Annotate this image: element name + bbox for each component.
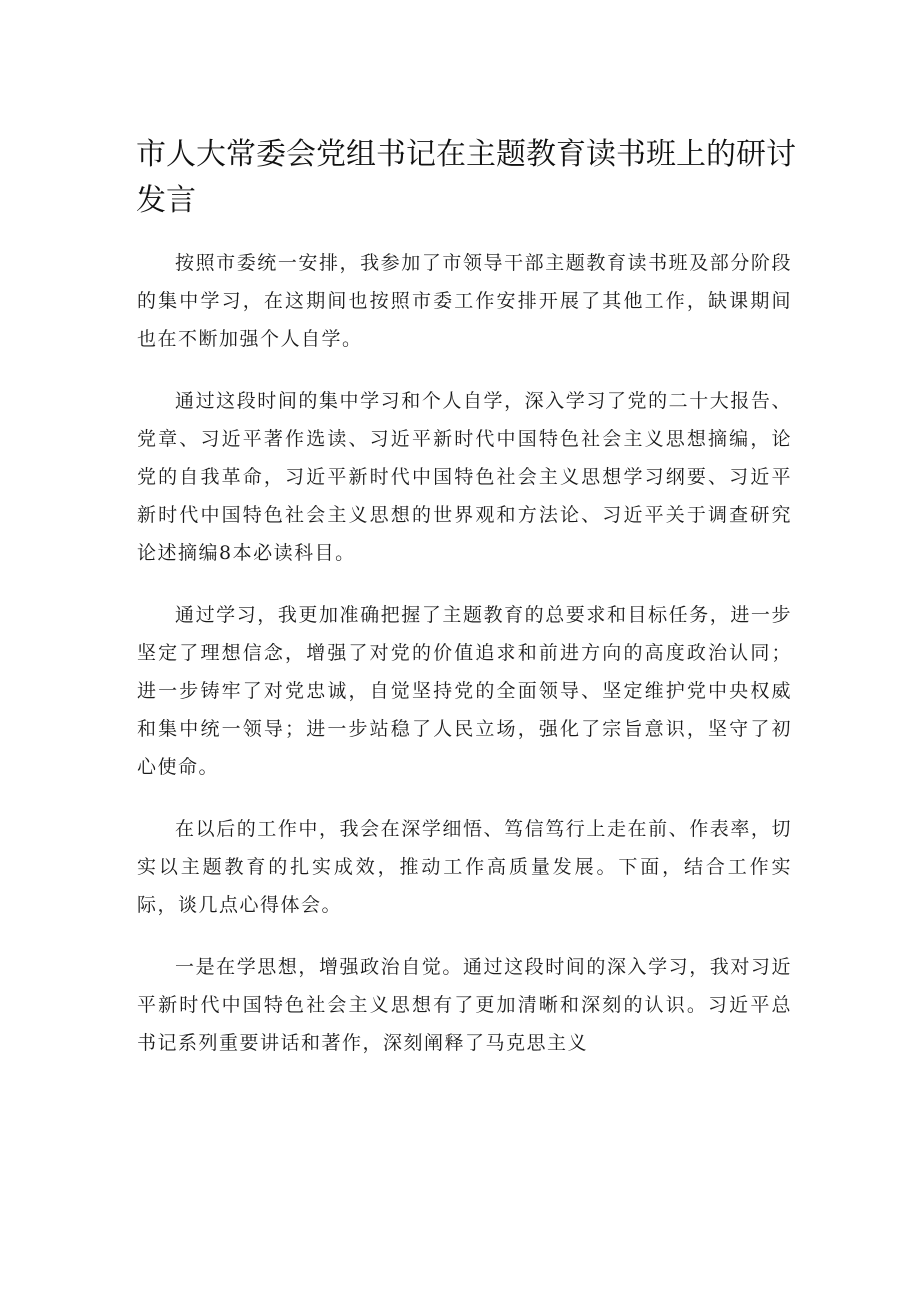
- document-body: [137, 244, 792, 1086]
- paragraph: 通过这段时间的集中学习和个人自学，深入学习了党的二十大报告、党章、习近平著作选读、习近平新时代中国特色社会主义思想摘编，论党的自我革命，习近平新时代中国特色社会主义思想学习纲要、习近平新时代中国特色社会主义思想的世界观和方法论、习近平关于调查研究论述摘编8本必读科目。: [137, 390, 792, 564]
- paragraph: 一是在学思想，增强政治自觉。通过这段时间的深入学习，我对习近平新时代中国特色社会主义思想有了更加清晰和深刻的认识。习近平总书记系列重要讲话和著作，深刻阐释了马克思主义: [137, 956, 792, 1054]
- paragraph: 通过学习，我更加准确把握了主题教育的总要求和目标任务，进一步坚定了理想信念，增强了对党的价值追求和前进方向的高度政治认同；进一步铸牢了对党忠诚，自觉坚持党的全面领导、坚定维护党中央权威和集中统一领导；进一步站稳了人民立场，强化了宗旨意识，坚守了初心使命。: [137, 604, 792, 778]
- document-title: 市人大常委会党组书记在主题教育读书班上的研讨发言: [136, 137, 796, 218]
- paragraph: 在以后的工作中，我会在深学细悟、笃信笃行上走在前、作表率，切实以主题教育的扎实成效，推动工作高质量发展。下面，结合工作实际，谈几点心得体会。: [137, 818, 792, 916]
- paragraph: 按照市委统一安排，我参加了市领导干部主题教育读书班及部分阶段的集中学习，在这期间也按照市委工作安排开展了其他工作，缺课期间也在不断加强个人自学。: [137, 252, 792, 350]
